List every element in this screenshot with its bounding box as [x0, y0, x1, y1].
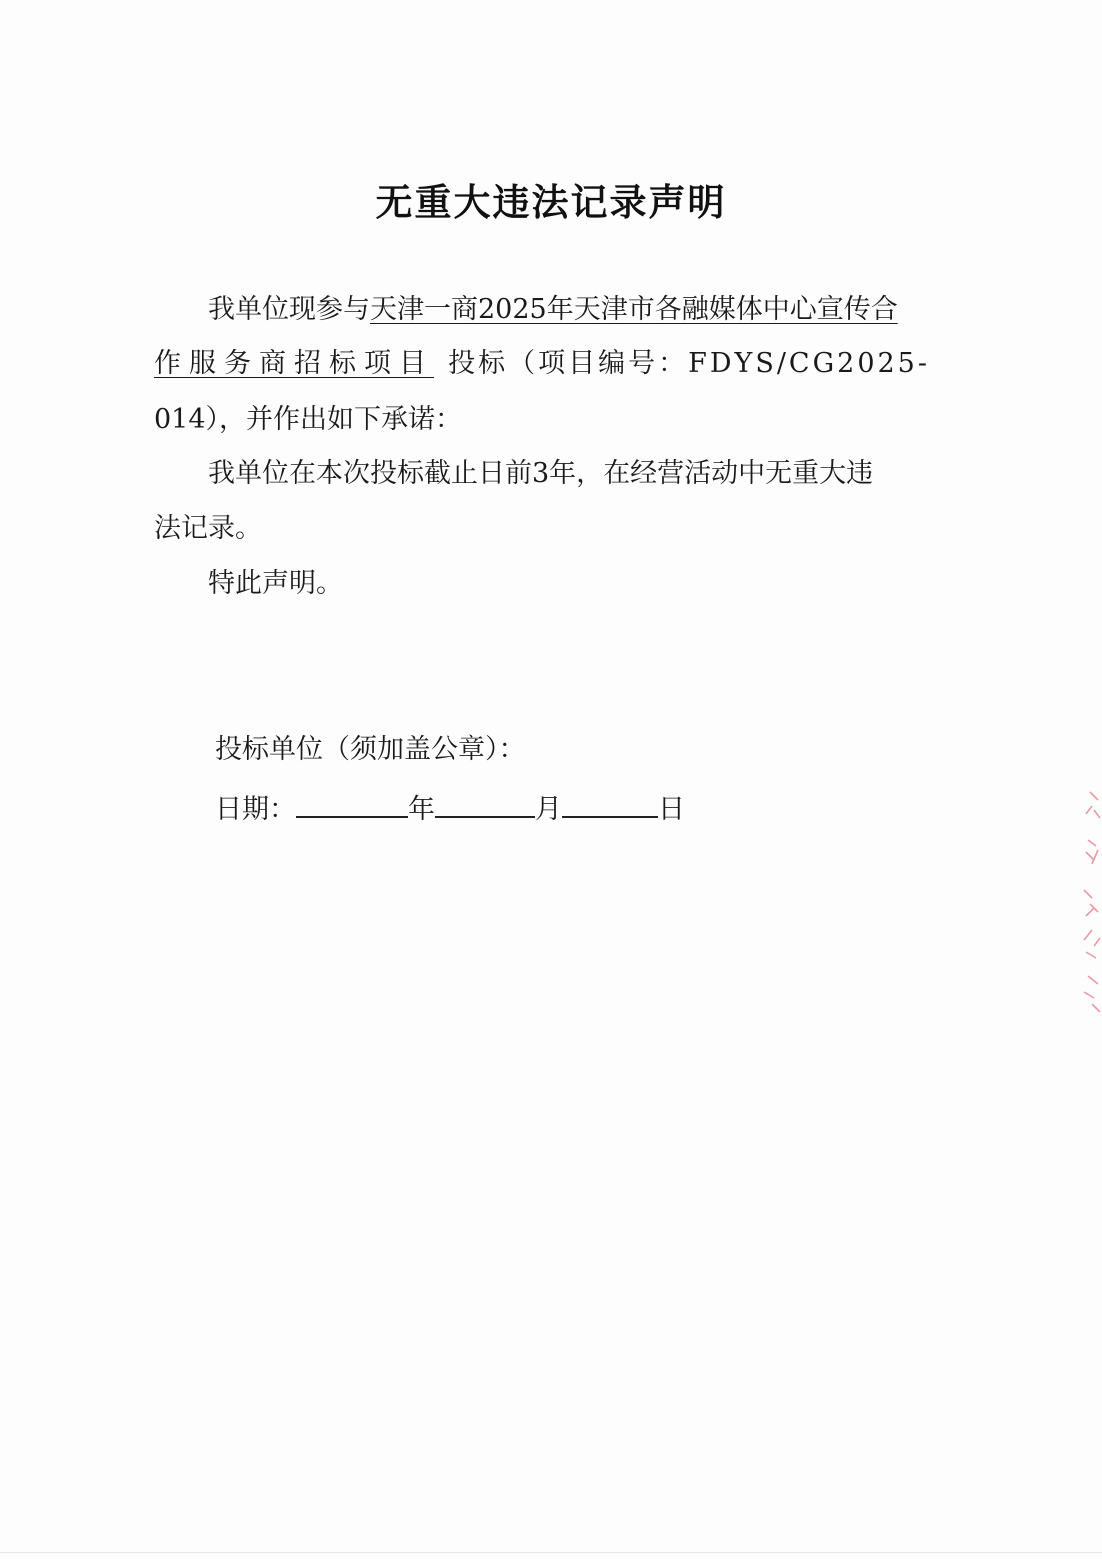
partial-seal-stamp — [1072, 780, 1102, 1020]
project-name-part-2: 作服务商招标项目 — [154, 348, 434, 379]
year-label: 年 — [408, 794, 435, 825]
seal-strokes — [1084, 792, 1100, 1012]
paragraph-1-line-2 — [154, 347, 930, 381]
paragraph-1-line-3: 014），并作出如下承诺： — [154, 404, 463, 435]
month-label: 月 — [535, 794, 562, 825]
document-title: 无重大违法记录声明 — [375, 180, 727, 224]
paragraph-1-line-1 — [208, 293, 930, 327]
month-blank — [435, 788, 535, 818]
page-bottom-edge — [0, 1552, 1102, 1553]
paragraph-2-line-1: 我单位在本次投标截止日前3年，在经营活动中无重大违 — [208, 458, 874, 489]
project-name-part-1: 天津一商2025年天津市各融媒体中心宣传合 — [370, 294, 898, 325]
day-blank — [562, 788, 658, 818]
signature-label: 投标单位（须加盖公章）： — [215, 734, 526, 765]
closing-statement: 特此声明。 — [208, 568, 343, 599]
date-label: 日期： — [215, 794, 296, 825]
day-label: 日 — [658, 794, 685, 825]
paragraph-2-line-2: 法记录。 — [154, 513, 262, 544]
project-number-text: 投标（项目编号：FDYS/CG2025- — [448, 348, 930, 379]
year-blank — [296, 788, 408, 818]
date-line — [215, 788, 685, 827]
para1-prefix: 我单位现参与 — [208, 294, 370, 325]
